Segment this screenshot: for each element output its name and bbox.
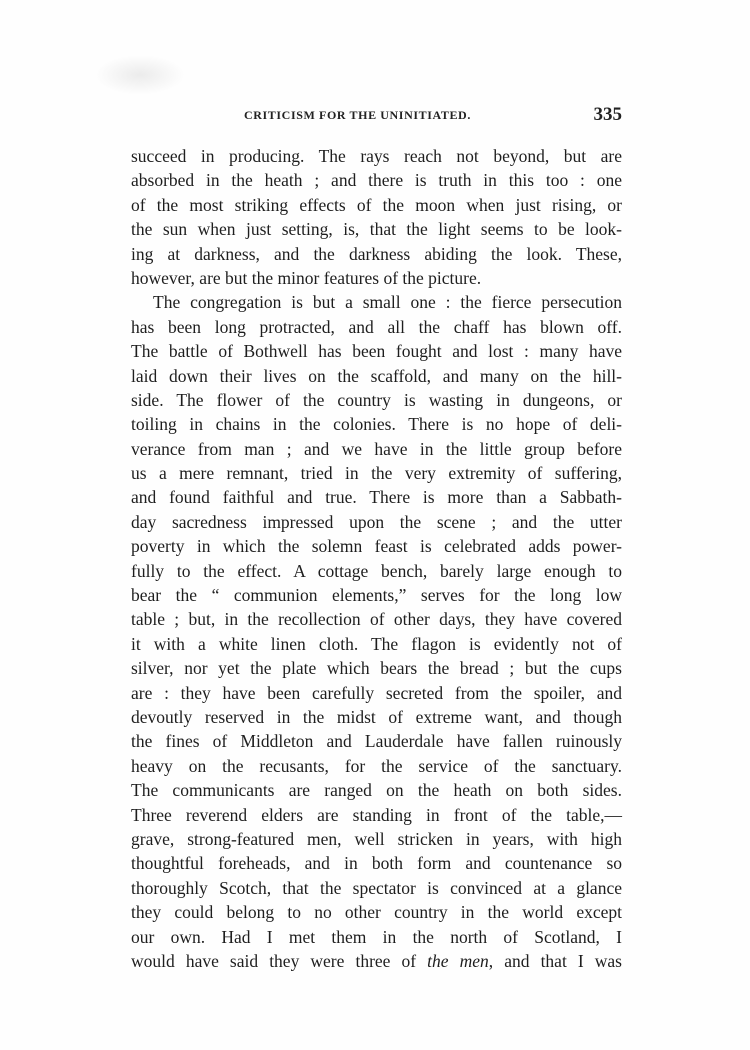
italic-phrase: the men [427,950,489,971]
text-line: us a mere remnant, tried in the very extremity of suffering, [131,463,622,484]
text-line: laid down their lives on the scaffold, and many on the hill- [131,365,622,386]
text-run: would have said they were three of [131,950,428,971]
text-line: succeed in producing. The rays reach not beyond, but are [131,146,622,166]
text-line: absorbed in the heath ; and there is truth in this too : one [131,170,622,191]
page-number: 335 [593,104,622,125]
text-line: The battle of Bothwell has been fought and lost : many have [131,341,622,362]
text-line: bear the “ communion elements,” serves for the long low [131,585,622,606]
text-line: table ; but, in the recollection of other days, they have covered [131,609,622,630]
text-line: however, are but the minor features of the picture. [131,267,482,288]
text-line: thoughtful foreheads, and in both form and countenance so [131,853,622,874]
text-line: side. The flower of the country is wasting in dungeons, or [131,389,622,410]
page-header [131,104,622,130]
text-line: The communicants are ranged on the heath on both sides. [131,780,622,801]
running-head: CRITICISM FOR THE UNINITIATED. [244,108,471,122]
text-line: they could belong to no other country in the world except [131,902,622,923]
text-line: of the most striking effects of the moon when just rising, or [131,194,622,215]
text-line: has been long protracted, and all the chaff has blown off. [131,316,622,337]
page-smudge [95,55,185,95]
text-line: thoroughly Scotch, that the spectator is convinced at a glance [131,877,622,898]
text-line: it with a white linen cloth. The flagon is evidently not of [131,633,622,654]
text-line: devoutly reserved in the midst of extreme want, and though [131,706,622,727]
text-line: poverty in which the solemn feast is celebrated adds power- [131,536,622,557]
text-line: The congregation is but a small one : the fierce persecution [153,292,622,313]
text-line: grave, strong-featured men, well stricken in years, with high [131,828,622,849]
text-run: , and that I was [488,950,622,971]
text-line: and found faithful and true. There is more than a Sabbath- [131,487,622,508]
text-line: the fines of Middleton and Lauderdale have fallen ruinously [131,731,622,752]
text-line: Three reverend elders are standing in front of the table,— [131,804,622,825]
body-text [131,144,622,973]
text-line-final [131,949,622,973]
text-line: day sacredness impressed upon the scene ; and the utter [131,511,622,532]
text-line: verance from man ; and we have in the little group before [131,438,622,459]
text-line: fully to the effect. A cottage bench, barely large enough to [131,560,622,581]
text-line: silver, nor yet the plate which bears the bread ; but the cups [131,658,622,679]
text-line: our own. Had I met them in the north of Scotland, I [131,926,622,947]
text-line: toiling in chains in the colonies. There is no hope of deli- [131,414,622,435]
text-line: ing at darkness, and the darkness abiding the look. These, [131,243,622,264]
text-line: are : they have been carefully secreted from the spoiler, and [131,682,622,703]
text-line: the sun when just setting, is, that the light seems to be look- [131,219,622,240]
text-line: heavy on the recusants, for the service of the sanctuary. [131,755,622,776]
